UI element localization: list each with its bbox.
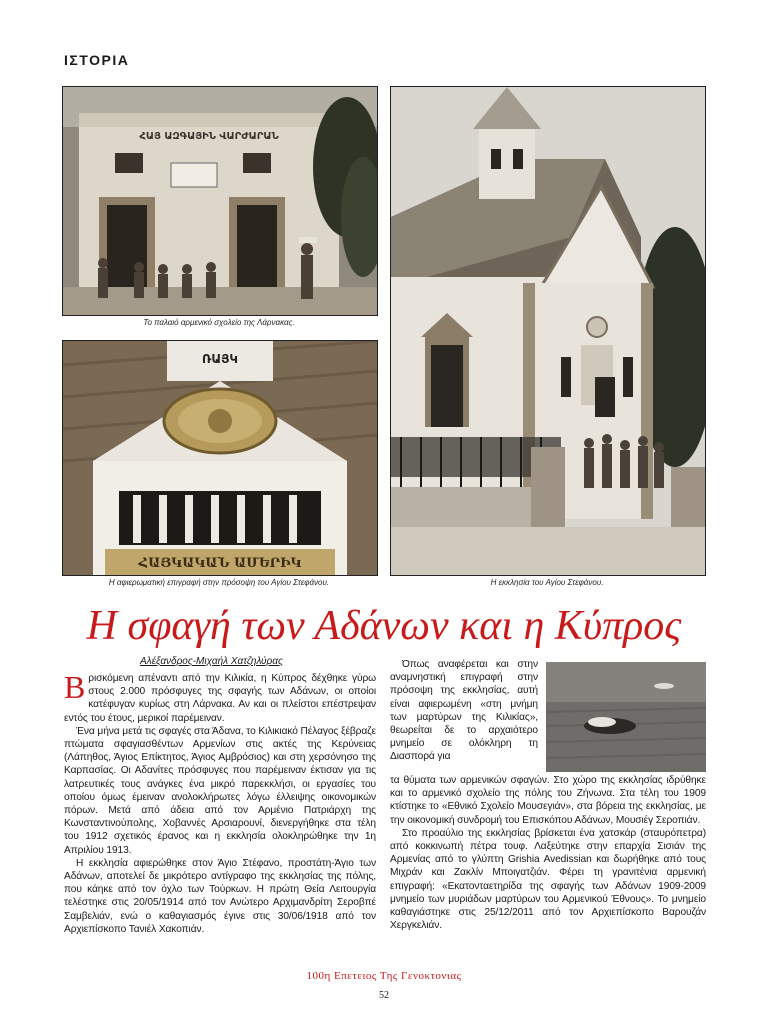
article-author: Αλέξανδρος-Μιχαήλ Χατζηλύρας [140,656,283,667]
left-column [64,669,376,936]
inscription-plaque-text: ՀԱՅԿԱԿԱՆ ԱՄԵՐԻԿ [138,556,302,571]
footer-title: 100η Επετειος Της Γενοκτονιας [306,970,462,982]
paragraph: Η εκκλησία αφιερώθηκε στον Άγιο Στέφανο, προστάτη-Άγιο των Αδάνων, αποτελεί δε μικρότερο αντίγραφο της εκκλησίας της πόλης, που κάηκε από τον όχλο των Τούρκων. Η πρώτη Θεία Λειτουργία τελέστηκε στις 20/05/1914 από τον Ανώτερο Αρχιμανδρίτη Σεροβπέ Σαμβελιάν, ενώ ο καθαγιασμός έγινε στις 30/06/1918 από τον Αρχιεπίσκοπο Τανιέλ Χακοπιάν. [64,857,376,935]
paragraph: Ένα μήνα μετά τις σφαγές στα Άδανα, το Κιλικιακό Πέλαγος ξέβραζε πτώματα σφαγιασθέντων Αρμενίων στις ακτές της Κερύνειας (Λάπηθος, Άγιος Επίκτητος, Άγιος Αμβρόσιος) και στη χερσόνησο της Καρπασίας. Οι Αδανίτες πρόσφυγες που παρέμειναν έκτισαν για τις λατρευτικές τους ανάγκες ένα μικρό παρεκκλήσι, οι εργασίες του οποίου όμως έμειναν ανολοκλήρωτες λόγω έλλειψης οικονομικών πόρων. Μετά από άδεια από τον Αρμένιο Πατριάρχη της Κωνσταντινούπολης, Χοβαννές Αρσιαρουνί, διενεργήθηκε στα τέλη του 1912 σχετικός έρανος και η εκκλησία ολοκληρώθηκε την 1η Απριλίου 1913. [64,725,376,856]
paragraph: Στο προαύλιο της εκκλησίας βρίσκεται ένα χατσκάρ (σταυρόπετρα) από κοκκινωπή πέτρα τουφ. Λαξεύτηκε στην επαρχία Σισιάν της Αρμενίας από το γλύπτη Grishia Avedissian και δωρήθηκε από τους Μιχράν και Ζακλίν Μποιγατζιάν. Φέρει τη γρανιτένια αρμενική επιγραφή: «Εκατονταετηρίδα της σφαγής των Αδάνων 1909-2009 μνημείο των μυριάδων μαρτύρων του Αρμενικού Έθνους». Το μνημείο καθαγιάστηκε στις 25/12/2011 από τον Αρχιεπίσκοπο Βαρουζάν Χεργκελιάν. [390,827,706,932]
sea-photo [546,662,706,772]
article-title: Η σφαγή των Αδάνων και η Κύπρος [86,603,682,649]
drop-cap: Β [64,669,86,705]
church-photo [390,86,706,576]
paragraph: Όπως αναφέρεται και στην αναμνηστική επιγραφή στην πρόσοψη της εκκλησίας, αυτή είναι αφιερωμένη «στη μνήμη των μαρτύρων της Κιλικίας», θεωρείται δε το αρχαιότερο μνημείο σε ολόκληρη τη Διασπορά για [390,659,538,763]
right-column-top [390,658,538,764]
page-number: 52 [379,990,389,1001]
right-column-bottom [390,774,706,932]
paragraph-intro: Βρισκόμενη απέναντι από την Κιλικία, η Κύπρος δέχθηκε γύρω στους 2.000 πρόσφυγες της σφαγής των Αδάνων, οι οποίοι κατέφυγαν κυρίως στη Λάρνακα. Αν και οι πλείστοι επέστρεψαν εντός του έτους, μερικοί παρέμειναν. [64,669,376,724]
svg-text:ՌԱՅԿ: ՌԱՅԿ [202,352,238,366]
school-photo [62,86,378,316]
inscription-photo-caption: Η αφιερωματική επιγραφή στην πρόσοψη του Αγίου Στεφάνου. [108,578,330,587]
inscription-photo [62,340,378,576]
church-photo-caption: Η εκκλησία του Αγίου Στεφάνου. [490,578,604,587]
paragraph: τα θύματα των αρμενικών σφαγών. Στο χώρο της εκκλησίας ιδρύθηκε και το αρμενικό σχολείο της πόλης του Ζήνωνα. Στα τέλη του 1909 κτίστηκε το «Εθνικό Σχολείο Μουσεγιάν», στα βόρεια της εκκλησίας, με την οικονομική συνδρομή του Επισκόπου Αδάνων, Μουσιέγ Σεροπιάν. [390,775,706,826]
section-label: ΙΣΤΟΡΙΑ [64,52,130,68]
school-photo-caption: Το παλαιό αρμενικό σχολείο της Λάρνακας. [143,318,295,327]
school-sign-text: ՀԱՅ ԱԶԳԱՅԻՆ ՎԱՐԺԱՐԱՆ [139,131,279,142]
